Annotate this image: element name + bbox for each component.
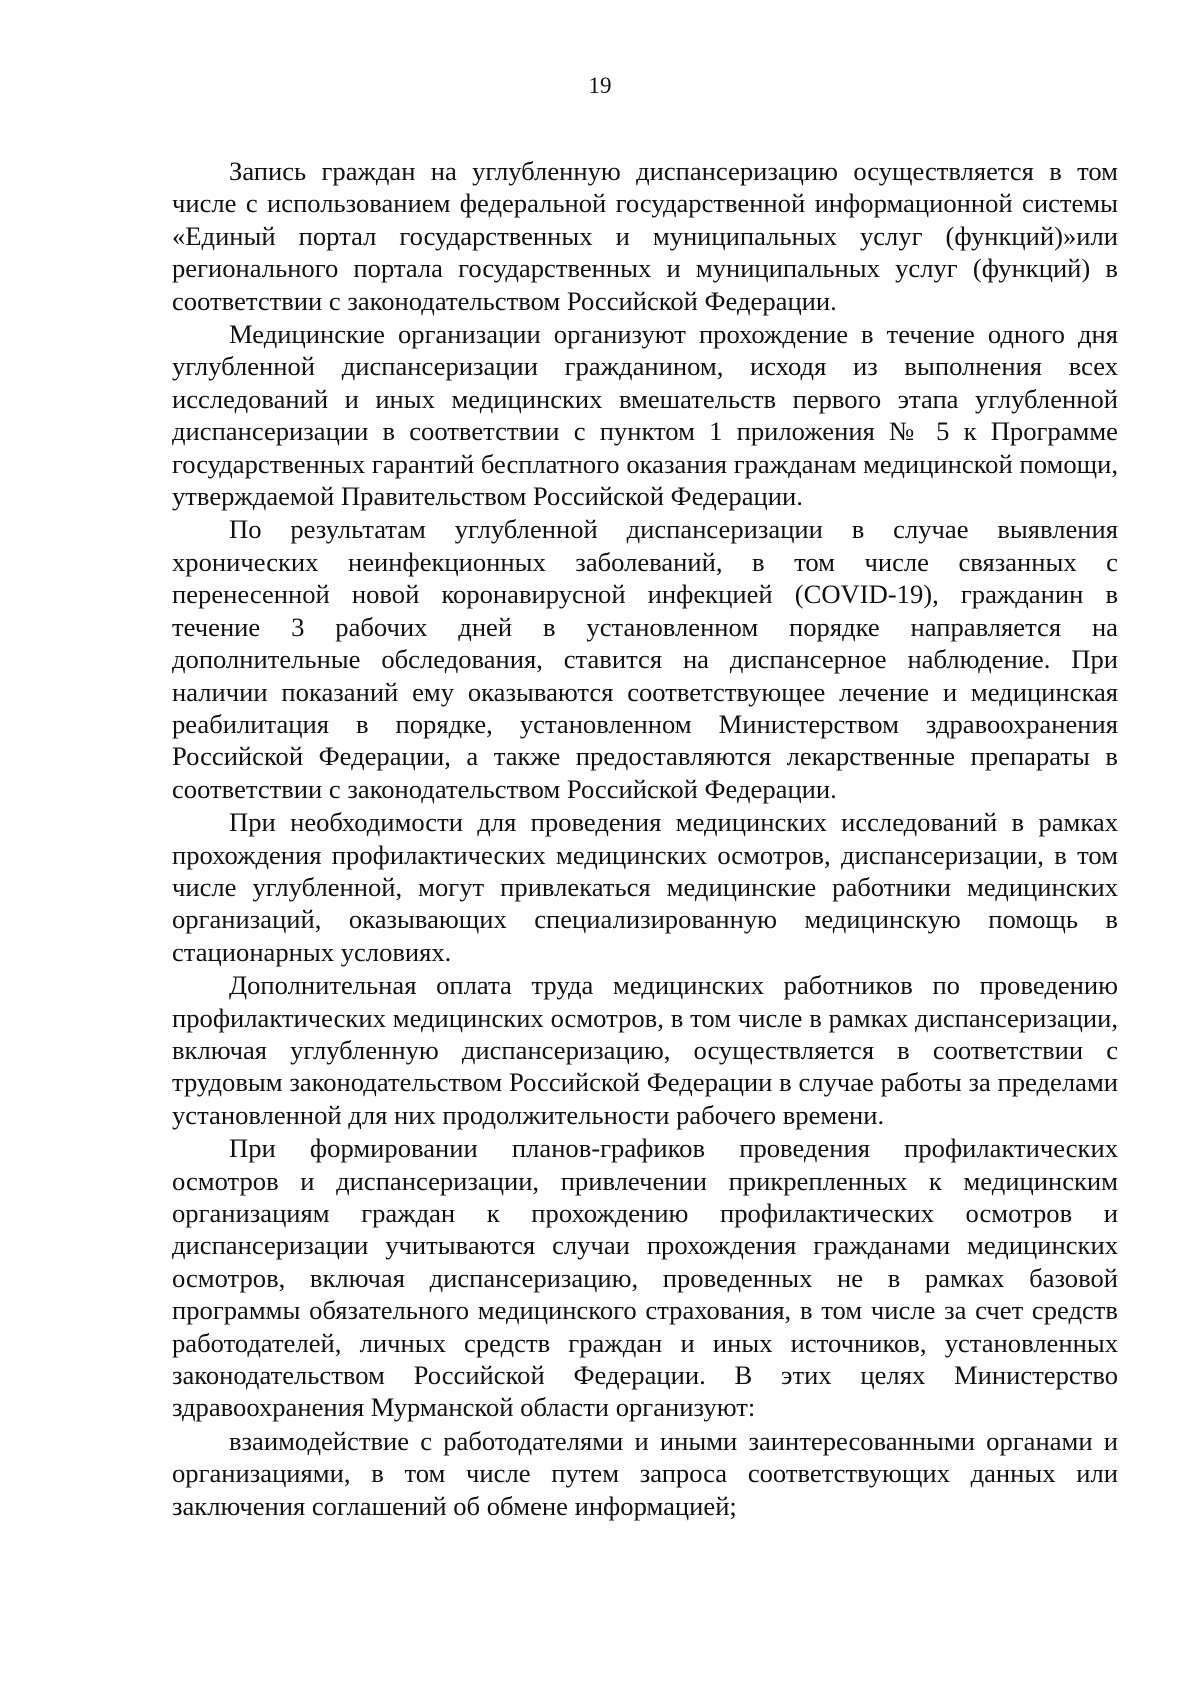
- paragraph-staff-involvement: При необходимости для проведения медицинских исследований в рамках прохождения профилактических медицинских осмотров, диспансеризации, в том числе углубленной, могут привлекаться медицинские работники медицинских организаций, оказывающих специализированную медицинскую помощь в стационарных условиях.: [172, 807, 1118, 967]
- paragraph-additional-payment: Дополнительная оплата труда медицинских работников по проведению профилактических медицинских осмотров, в том числе в рамках диспансеризации, включая углубленную диспансеризацию, осуществляется в соответствии с трудовым законодательством Российской Федерации в случае работы за пределами установленной для них продолжительности рабочего времени.: [172, 970, 1118, 1130]
- paragraph-examination-results: По результатам углубленной диспансеризации в случае выявления хронических неинфекционных заболеваний, в том числе связанных с перенесенной новой коронавирусной инфекцией (COVID-19), гражданин в течение 3 рабочих дней в установленном порядке направляется на дополнительные обследования, ставится на диспансерное наблюдение. При наличии показаний ему оказываются соответствующее лечение и медицинская реабилитация в порядке, установленном Министерством здравоохранения Российской Федерации, а также предоставляются лекарственные препараты в соответствии с законодательством Российской Федерации.: [172, 514, 1118, 804]
- document-body: [172, 155, 1118, 1523]
- paragraph-schedule-planning: При формировании планов-графиков проведения профилактических осмотров и диспансеризации, привлечении прикрепленных к медицинским организациям граждан к прохождению профилактических осмотров и диспансеризации учитываются случаи прохождения гражданами медицинских осмотров, включая диспансеризацию, проведенных не в рамках базовой программы обязательного медицинского страхования, в том числе за счет средств работодателей, личных средств граждан и иных источников, установленных законодательством Российской Федерации. В этих целях Министерство здравоохранения Мурманской области организуют:: [172, 1133, 1118, 1423]
- paragraph-appointment-registration: Запись граждан на углубленную диспансеризацию осуществляется в том числе с использованием федеральной государственной информационной системы «Единый портал государственных и муниципальных услуг (функций)»или регионального портала государственных и муниципальных услуг (функций) в соответствии с законодательством Российской Федерации.: [172, 156, 1118, 316]
- paragraph-employer-interaction: взаимодействие с работодателями и иными заинтересованными органами и организациями, в том числе путем запроса соответствующих данных или заключения соглашений об обмене информацией;: [172, 1425, 1118, 1521]
- paragraph-one-day-examination: Медицинские организации организуют прохождение в течение одного дня углубленной диспансеризации гражданином, исходя из выполнения всех исследований и иных медицинских вмешательств первого этапа углубленной диспансеризации в соответствии с пунктом 1 приложения № 5 к Программе государственных гарантий бесплатного оказания гражданам медицинской помощи, утверждаемой Правительством Российской Федерации.: [172, 319, 1118, 512]
- page-number: 19: [588, 73, 612, 98]
